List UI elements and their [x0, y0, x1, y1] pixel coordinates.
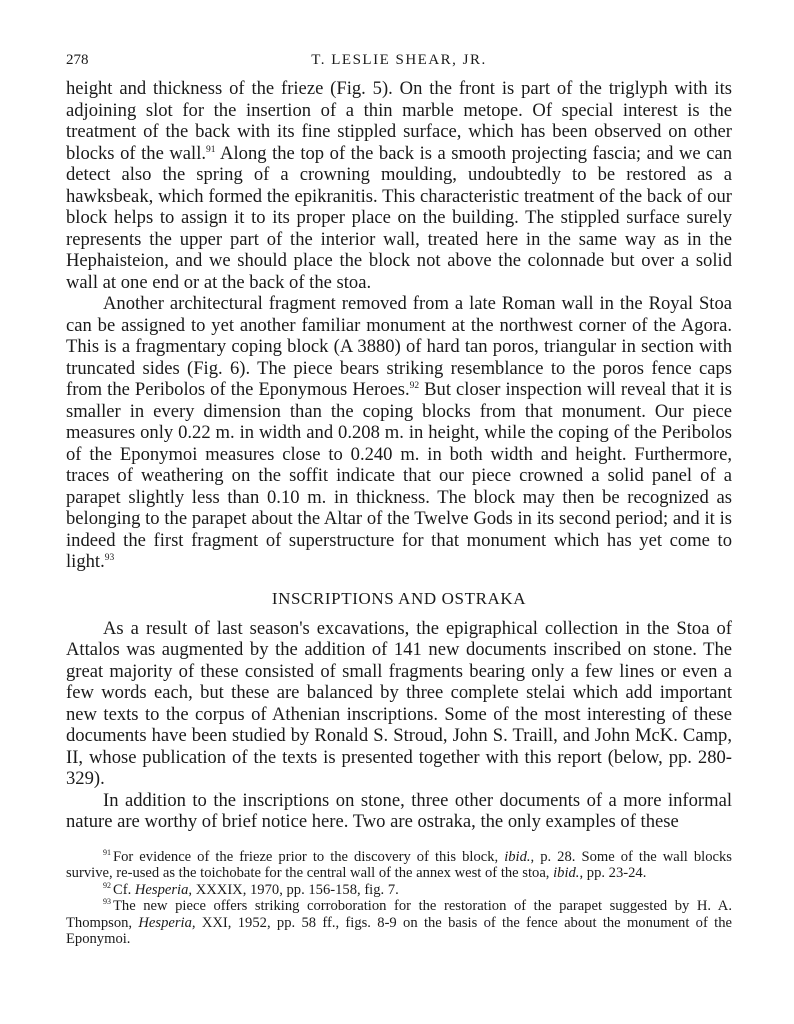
page-number: 278 — [66, 52, 89, 68]
paragraph-coping-block: Another architectural fragment removed from a late Roman wall in the Royal Stoa can be assigned to yet another familiar monument at the northwest corner of the Agora. This is a fragmentary coping block (A 3880) of hard tan poros, triangular in section with truncated sides (Fig. 6). The piece bears striking resemblance to the poros fence caps from the Peribolos of the Eponymous Heroes.$^{92}$ But closer inspection will reveal that it is smaller in every dimension than the coping blocks from that monument. Our piece measures only 0.22 m. in width and 0.208 m. in height, while the coping of the Peribolos of the Eponymoi measures close to 0.240 m. in both width and height. Furthermore, traces of weathering on the soffit indicate that our piece crowned a solid panel of a parapet slightly less than 0.10 m. in thickness. The block may then be recognized as belonging to the parapet about the Altar of the Twelve Gods in its second period; and it is indeed the first fragment of superstructure for that monument which has yet come to light.$^{93}$ — [66, 293, 732, 572]
footnote-ref-92: 92 — [409, 380, 420, 391]
footnote-ref-91: 91 — [206, 144, 216, 155]
section-heading: INSCRIPTIONS AND OSTRAKA — [271, 588, 527, 608]
paragraph-ostraka: In addition to the inscriptions on stone, three other documents of a more informal nature are worthy of brief notice here. Two are ostraka, the only examples of these — [66, 789, 732, 832]
running-head: T. LESLIE SHEAR, JR. — [311, 52, 487, 68]
footnote-93: $^{93}$ The new piece offers striking corroboration for the restoration of the parapet suggested by H. A. Thompson, Hesperia, XXI, 1952, pp. 58 ff., figs. 8-9 on the basis of the fence about the monument of the Eponymoi. — [66, 897, 732, 948]
footnote-ref-93: 93 — [104, 552, 115, 563]
page — [66, 52, 732, 948]
body-text — [66, 78, 732, 833]
page-header — [66, 52, 732, 78]
footnote-92: $^{92}$ Cf. Hesperia, XXXIX, 1970, pp. 156-158, fig. 7. — [103, 880, 399, 898]
paragraph-epigraphical-collection: As a result of last season's excavations, the epigraphical collection in the Stoa of Attalos was augmented by the addition of 141 new documents inscribed on stone. The great majority of these consisted of small fragments bearing only a few lines or even a few words each, but these are balanced by three complete stelai which add important new texts to the corpus of Athenian inscriptions. Some of the most interesting of these documents have been studied by Ronald S. Stroud, John S. Traill, and John McK. Camp, II, whose publication of the texts is presented together with this report (below, pp. 280-329). — [66, 617, 732, 789]
paragraph-frieze: height and thickness of the frieze (Fig. 5). On the front is part of the triglyph with its adjoining slot for the insertion of a thin marble metope. Of special interest is the treatment of the back with its fine stippled surface, which has been observed on other blocks of the wall.$^{91}$ Along the top of the back is a smooth projecting fascia; and we can detect also the spring of a crowning moulding, undoubtedly to be restored as a hawksbeak, which formed the epikranitis. This characteristic treatment of the back of our block helps to assign it to its proper place on the building. The stippled surface surely represents the upper part of the interior wall, treated here in the same way as in the Hephaisteion, and we should place the block not above the colonnade but over a solid wall at one end or at the back of the stoa. — [66, 78, 732, 293]
footnote-91: $^{91}$ For evidence of the frieze prior to the discovery of this block, ibid., p. 28. Some of the wall blocks survive, re-used as the toichobate for the central wall of the annex west of the stoa, ibid., pp. 23-24. — [66, 847, 732, 882]
footnotes — [66, 849, 732, 949]
